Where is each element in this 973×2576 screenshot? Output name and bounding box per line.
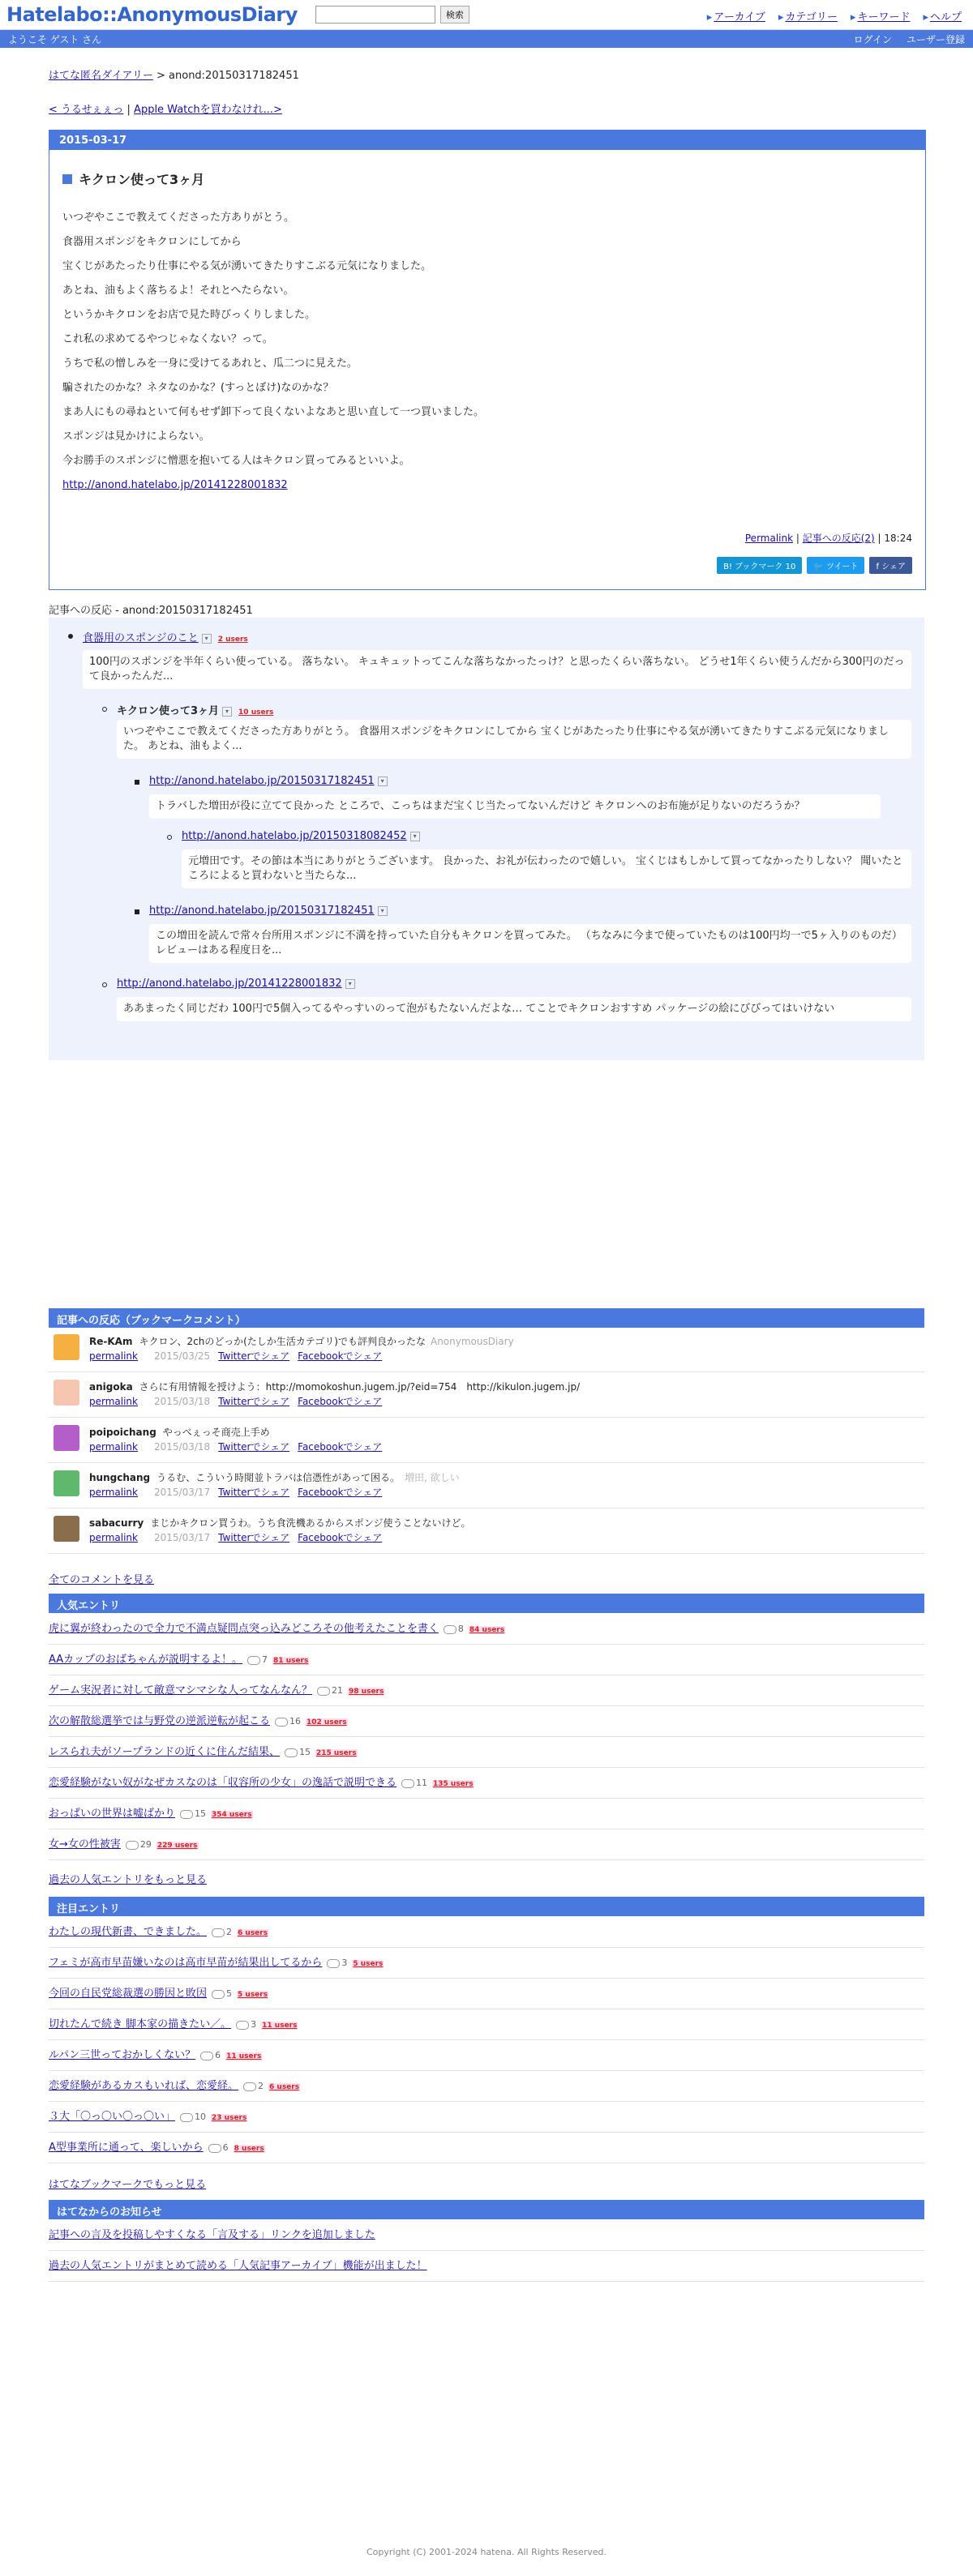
reaction-summary: 100円のスポンジを半年くらい使っている。 落ちない。 キュキュットってこんな落ちなかったっけ？と思ったくらい落ちない。 どうせ1年くらい使うんだから300円のだって良かったんだ... xyxy=(83,650,911,689)
comment-row xyxy=(49,1420,924,1463)
entry-link[interactable]: ３大「〇っ〇い〇っ〇い」 xyxy=(49,2111,176,2123)
comment-count[interactable] xyxy=(180,2112,206,2122)
welcome-text: ようこそ ゲスト さん xyxy=(8,33,102,45)
comment-permalink[interactable]: permalink xyxy=(89,1487,138,1498)
entry-link[interactable]: 恋愛経験がない奴がなぜカスなのは「収容所の少女」の逸話で説明できる xyxy=(49,1777,397,1789)
reaction-node xyxy=(149,775,388,787)
entry-line: 食器用スポンジをキクロンにしてから xyxy=(62,236,242,248)
comment-bubble-icon xyxy=(275,1718,288,1727)
prev-next-sep: | xyxy=(126,104,131,116)
nav-help[interactable]: ▸ ヘルプ xyxy=(923,8,962,24)
entry-link[interactable]: ルパン三世っておかしくない？ xyxy=(49,2049,196,2061)
comment-permalink[interactable]: permalink xyxy=(89,1396,138,1407)
popular-entry xyxy=(49,1743,924,1768)
entry-title-text: キクロン使って3ヶ月 xyxy=(79,172,205,187)
comment-twitter-share[interactable]: Twitterでシェア xyxy=(218,1396,290,1407)
comment-count[interactable] xyxy=(444,1624,464,1634)
comment-count-value: 5 xyxy=(226,1988,233,1999)
comment-date: 2015/03/17 xyxy=(154,1487,211,1498)
comment-count-value: 15 xyxy=(298,1747,311,1757)
permalink-link[interactable]: Permalink xyxy=(744,533,794,544)
reaction-title: キクロン使って3ヶ月 xyxy=(117,705,220,717)
avatar[interactable] xyxy=(54,1425,79,1451)
entry-line: というかキクロンをお店で見た時びっくりしました。 xyxy=(62,309,316,321)
users-badge[interactable]: 215 users xyxy=(315,1749,357,1757)
news-item xyxy=(49,2257,924,2282)
comment-permalink[interactable]: permalink xyxy=(89,1532,138,1543)
reaction-node xyxy=(117,978,355,990)
entry-box xyxy=(49,130,926,590)
popular-entry xyxy=(49,1804,924,1829)
user-bar xyxy=(0,30,973,48)
nav-keyword[interactable]: ▸ キーワード xyxy=(851,8,911,24)
comment-bubble-icon xyxy=(180,2113,193,2122)
comment-text: キクロン、2chのどっか(たしか生活カテゴリ)でも評判良かったな xyxy=(139,1336,426,1347)
entry-line: これ私の求めてるやつじゃなくない？って。 xyxy=(62,333,273,345)
users-badge[interactable]: 135 users xyxy=(433,1780,474,1788)
popular-entry xyxy=(49,1650,924,1675)
comment-row xyxy=(49,1375,924,1418)
comment-count-value: 6 xyxy=(215,2050,221,2060)
avatar[interactable] xyxy=(54,1516,79,1542)
entry-date: 2015-03-17 xyxy=(49,131,925,150)
news-link[interactable]: 過去の人気エントリがまとめて読める「人気記事アーカイブ」機能が出ました！ xyxy=(49,2260,427,2272)
tree-bullet xyxy=(135,909,139,914)
tree-bullet xyxy=(68,634,73,639)
reactions-tree xyxy=(49,618,924,1060)
reaction-node xyxy=(117,702,273,717)
facebook-label: シェア xyxy=(881,563,906,571)
users-badge[interactable]: 11 users xyxy=(226,2052,262,2060)
comment-count-value: 10 xyxy=(195,2112,207,2122)
comment-text: さらに有用情報を授けよう：http://momokoshun.jugem.jp/?eid=754 http://kikulon.jugem.jp/ xyxy=(139,1381,581,1393)
comment-date: 2015/03/18 xyxy=(154,1441,211,1453)
popular-more-link[interactable]: 過去の人気エントリをもっと見る xyxy=(49,1874,208,1886)
next-entry-link[interactable]: Apple Watchを買わなけれ...> xyxy=(134,104,282,116)
twitter-icon: 🐦 xyxy=(813,563,826,571)
entry-link[interactable]: A型事業所に通って、楽しいから xyxy=(49,2142,204,2154)
users-badge[interactable]: 10 users xyxy=(238,708,274,717)
comment-count-value: 21 xyxy=(332,1685,344,1696)
dropdown-icon[interactable]: ▾ xyxy=(202,634,212,644)
copyright: Copyright (C) 2001-2024 hatena. All Rights Reserved. xyxy=(366,2547,607,2557)
top-bar xyxy=(0,0,973,30)
entry-link[interactable]: 恋愛経験があるカスもいれば、恋愛経。 xyxy=(49,2080,239,2092)
avatar[interactable] xyxy=(54,1334,79,1360)
register-link[interactable]: ユーザー登録 xyxy=(906,33,965,45)
comment-bubble-icon xyxy=(208,2144,221,2153)
reaction-link[interactable]: 食器用のスポンジのこと xyxy=(83,632,199,644)
dropdown-icon[interactable]: ▾ xyxy=(378,906,388,916)
entry-time: 18:24 xyxy=(884,533,912,544)
comment-date: 2015/03/18 xyxy=(154,1396,211,1407)
reactions-link[interactable]: 記事への反応(2) xyxy=(802,533,875,544)
news-item xyxy=(49,2226,924,2251)
comment-count[interactable] xyxy=(212,1927,232,1937)
reaction-node xyxy=(182,830,420,842)
entry-line: スポンジは見かけによらない。 xyxy=(62,430,210,443)
users-badge[interactable]: 102 users xyxy=(306,1718,347,1727)
comment-bubble-icon xyxy=(401,1779,414,1788)
entry-line: いつぞやここで教えてくださった方ありがとう。 xyxy=(62,212,295,224)
comment-date: 2015/03/25 xyxy=(154,1350,211,1362)
users-badge[interactable]: 6 users xyxy=(238,1929,268,1937)
comments-heading: 記事への反応（ブックマークコメント） xyxy=(49,1308,924,1328)
entry-link[interactable]: AAカップのおばちゃんが説明するよ！。 xyxy=(49,1654,243,1666)
comment-bubble-icon xyxy=(243,2082,256,2091)
breadcrumb-id: anond:20150317182451 xyxy=(169,70,299,82)
popular-entry xyxy=(49,1835,924,1860)
entry-line: 騙されたのかな？ネタなのかな？(すっとぼけ)なのかな？ xyxy=(62,382,334,394)
popular-entry xyxy=(49,1681,924,1706)
comment-count-value: 2 xyxy=(258,2081,264,2091)
breadcrumb xyxy=(49,66,924,82)
reaction-link[interactable]: http://anond.hatelabo.jp/20141228001832 xyxy=(117,978,342,990)
attention-entry xyxy=(49,2015,924,2040)
users-badge[interactable]: 5 users xyxy=(238,1991,268,1999)
comment-row xyxy=(49,1511,924,1554)
comment-bubble-icon xyxy=(327,1959,340,1968)
popular-heading: 人気エントリ xyxy=(49,1594,924,1613)
entry-line: うちで私の憎しみを一身に受けてるあれと、瓜二つに見えた。 xyxy=(62,357,358,370)
entry-link[interactable]: 虎に翼が終わったので全力で不満点疑問点突っ込みどころその他考えたことを書く xyxy=(49,1623,439,1635)
entry-line: 宝くじがあたったり仕事にやる気が湧いてきたりすこぶる元気になりました。 xyxy=(62,260,432,272)
attention-entry xyxy=(49,2077,924,2102)
comment-bubble-icon xyxy=(180,1810,193,1819)
users-badge[interactable]: 11 users xyxy=(262,2022,298,2030)
users-badge[interactable]: 6 users xyxy=(269,2083,300,2091)
comment-bubble-icon xyxy=(126,1841,139,1850)
attention-more-link[interactable]: はてなブックマークでもっと見る xyxy=(49,2179,207,2191)
comment-user[interactable]: Re-KAm xyxy=(89,1336,133,1347)
comment-count[interactable] xyxy=(180,1808,206,1819)
search-button[interactable]: 検索 xyxy=(440,6,469,24)
comment-bubble-icon xyxy=(212,1990,225,1999)
reaction-link[interactable]: http://anond.hatelabo.jp/20150318082452 xyxy=(182,830,407,842)
attention-entry xyxy=(49,2107,924,2133)
comment-user[interactable]: poipoichang xyxy=(89,1427,156,1438)
comment-count[interactable] xyxy=(243,2081,264,2091)
reaction-summary: ああまったく同じだわ 100円で5個入ってるやっすいのって泡がもたないんだよな… てことでキクロンおすすめ パッケージの絵にびびってはいけない xyxy=(117,997,911,1021)
reaction-summary: 元増田です。その節は本当にありがとうございます。 良かった、お礼が伝わったので嬉しい。 宝くじはもしかして買ってなかったりしない？ 聞いたところによると買わないと当たらな... xyxy=(182,849,911,888)
comment-count[interactable] xyxy=(200,2050,221,2060)
comment-count[interactable] xyxy=(247,1654,268,1665)
entry-body xyxy=(62,206,912,498)
comment-count-value: 3 xyxy=(341,1958,348,1968)
tweet-button[interactable] xyxy=(807,557,864,574)
search-input[interactable] xyxy=(315,6,435,24)
tree-bullet xyxy=(135,780,139,785)
dropdown-icon[interactable]: ▾ xyxy=(378,777,388,786)
entry-link[interactable]: おっぱいの世界は嘘ばかり xyxy=(49,1808,176,1820)
prev-next-nav xyxy=(49,101,924,116)
entry-line: まあ人にもの尋ねといて何もせず卸下って良くないよなあと思い直して一つ買いました。 xyxy=(62,406,485,418)
comment-text: やっべぇっそ商売上手め xyxy=(162,1427,270,1438)
comment-bubble-icon xyxy=(285,1748,298,1757)
popular-entry xyxy=(49,1620,924,1645)
reaction-summary: トラバした増田が役に立てて良かった ところで、こっちはまだ宝くじ当たってないんだけど キクロンへのお布施が足りないのだろうか？ xyxy=(149,794,881,819)
attention-heading: 注目エントリ xyxy=(49,1897,924,1916)
reaction-summary: いつぞやここで教えてくださった方ありがとう。 食器用スポンジをキクロンにしてから 宝くじがあたったり仕事にやる気が湧いてきたりすこぶる元気になりました。 あとね、油もよく... xyxy=(117,720,911,759)
users-badge[interactable]: 84 users xyxy=(469,1626,505,1634)
comment-bubble-icon xyxy=(317,1687,330,1696)
comment-facebook-share[interactable]: Facebookでシェア xyxy=(298,1350,383,1362)
dropdown-icon[interactable]: ▾ xyxy=(222,707,232,717)
entry-link[interactable]: 切れたんで続き 脚本家の描きたい／。 xyxy=(49,2018,232,2030)
comment-row xyxy=(49,1329,924,1372)
comment-text: まじかキクロン買うわ。うち食洗機あるからスポンジ使うことないけど。 xyxy=(150,1517,471,1529)
attention-entry xyxy=(49,1953,924,1979)
comment-text: うるむ、こういう時閲並トラバは信憑性があって困る。 xyxy=(156,1472,400,1483)
entry-line: 今お勝手のスポンジに憎悪を抱いてる人はキクロン買ってみるといいよ。 xyxy=(62,455,410,467)
comment-facebook-share[interactable]: Facebookでシェア xyxy=(298,1532,383,1543)
tree-bullet xyxy=(102,982,107,987)
reaction-link[interactable]: http://anond.hatelabo.jp/20150317182451 xyxy=(149,775,375,787)
breadcrumb-home[interactable]: はてな匿名ダイアリー xyxy=(49,70,153,82)
entry-link[interactable]: 女→女の性被害 xyxy=(49,1838,121,1851)
comment-bubble-icon xyxy=(444,1625,456,1634)
facebook-share-button[interactable] xyxy=(869,557,912,574)
comment-tag[interactable]: 増田, 欲しい xyxy=(405,1472,460,1483)
comment-count-value: 16 xyxy=(289,1716,302,1727)
news-heading: はてなからのお知らせ xyxy=(49,2200,924,2219)
tweet-label: ツイート xyxy=(825,563,859,571)
tree-bullet xyxy=(102,707,107,712)
avatar[interactable] xyxy=(54,1470,79,1496)
comment-date: 2015/03/17 xyxy=(154,1532,211,1543)
users-badge[interactable]: 23 users xyxy=(212,2114,247,2122)
comment-count-value: 7 xyxy=(262,1654,268,1665)
attention-entry xyxy=(49,1984,924,2009)
comment-user[interactable]: anigoka xyxy=(89,1381,133,1393)
users-badge[interactable]: 8 users xyxy=(234,2145,264,2153)
comment-count-value: 6 xyxy=(222,2142,229,2153)
comment-count[interactable] xyxy=(236,2019,256,2030)
comment-count-value: 3 xyxy=(251,2019,257,2030)
comment-count-value: 11 xyxy=(416,1778,428,1788)
news-link[interactable]: 記事への言及を投稿しやすくなる「言及する」リンクを追加しました xyxy=(49,2229,375,2241)
users-badge[interactable]: 354 users xyxy=(212,1811,252,1819)
comment-count-value: 29 xyxy=(139,1839,152,1850)
facebook-icon: f xyxy=(876,563,882,571)
comment-count[interactable] xyxy=(401,1778,427,1788)
reaction-node xyxy=(149,905,388,917)
site-logo[interactable]: Hatelabo::AnonymousDiary xyxy=(6,3,298,26)
entry-link[interactable]: わたしの現代新書、できました。 xyxy=(49,1926,208,1938)
users-badge[interactable]: 229 users xyxy=(156,1842,198,1850)
entry-line: あとね、油もよく落ちるよ！それとへたらない。 xyxy=(62,285,294,297)
users-badge[interactable]: 5 users xyxy=(353,1960,384,1968)
reactions-heading: 記事への反応 - anond:20150317182451 xyxy=(49,601,924,619)
users-badge[interactable]: 98 users xyxy=(349,1688,384,1696)
comment-user[interactable]: sabacurry xyxy=(89,1517,144,1529)
users-badge[interactable]: 81 users xyxy=(273,1657,309,1665)
nav-archive[interactable]: ▸ アーカイブ xyxy=(707,8,765,24)
comment-twitter-share[interactable]: Twitterでシェア xyxy=(218,1350,290,1362)
entry-meta: Permalink | 記事への反応(2) | 18:24 xyxy=(744,533,912,544)
comment-user[interactable]: hungchang xyxy=(89,1472,151,1483)
nav-category[interactable]: ▸ カテゴリー xyxy=(778,8,838,24)
entry-link[interactable]: 次の解散総選挙では与野党の逆派逆転が起こる xyxy=(49,1715,271,1727)
dropdown-icon[interactable]: ▾ xyxy=(345,979,355,989)
comment-count[interactable] xyxy=(285,1747,311,1757)
comment-count[interactable] xyxy=(317,1685,343,1696)
comment-count[interactable] xyxy=(126,1839,152,1850)
entry-link[interactable]: 今回の自民党総裁選の勝因と敗因 xyxy=(49,1988,208,2000)
comment-count[interactable] xyxy=(208,2142,229,2153)
reaction-link[interactable]: http://anond.hatelabo.jp/20150317182451 xyxy=(149,905,375,917)
avatar[interactable] xyxy=(54,1380,79,1406)
comment-bubble-icon xyxy=(212,1928,225,1937)
popular-entry xyxy=(49,1774,924,1799)
reaction-node xyxy=(83,629,248,644)
all-comments-link[interactable]: 全てのコメントを見る xyxy=(49,1574,155,1586)
comment-facebook-share[interactable]: Facebookでシェア xyxy=(298,1396,383,1407)
prev-entry-link[interactable]: < うるせぇぇっ xyxy=(49,104,124,116)
hatena-bookmark-button[interactable]: B! ブックマーク 10 xyxy=(717,557,802,574)
entry-link[interactable]: レスられ夫がソープランドの近くに住んだ結果、 xyxy=(49,1746,280,1758)
comment-tag[interactable]: AnonymousDiary xyxy=(430,1336,514,1347)
comment-count-value: 2 xyxy=(226,1927,233,1937)
comment-count[interactable] xyxy=(327,1958,347,1968)
comment-permalink[interactable]: permalink xyxy=(89,1441,138,1453)
comment-count[interactable] xyxy=(275,1716,301,1727)
comment-twitter-share[interactable]: Twitterでシェア xyxy=(218,1441,290,1453)
comment-permalink[interactable]: permalink xyxy=(89,1350,138,1362)
share-buttons xyxy=(717,557,912,574)
comment-facebook-share[interactable]: Facebookでシェア xyxy=(298,1487,383,1498)
comment-bubble-icon xyxy=(200,2052,213,2060)
comment-count[interactable] xyxy=(212,1988,232,1999)
attention-entry xyxy=(49,1923,924,1948)
attention-entry xyxy=(49,2046,924,2071)
comment-bubble-icon xyxy=(236,2021,249,2030)
entry-link[interactable]: フェミが高市早苗嫌いなのは高市早苗が結果出してるから xyxy=(49,1957,323,1969)
comment-twitter-share[interactable]: Twitterでシェア xyxy=(218,1487,290,1498)
comment-row xyxy=(49,1466,924,1508)
comment-facebook-share[interactable]: Facebookでシェア xyxy=(298,1441,383,1453)
dropdown-icon[interactable]: ▾ xyxy=(410,832,420,841)
entry-link[interactable]: http://anond.hatelabo.jp/20141228001832 xyxy=(62,479,288,491)
entry-link[interactable]: ゲーム実況者に対して敵意マシマシな人ってなんなん？ xyxy=(49,1684,313,1697)
comment-twitter-share[interactable]: Twitterでシェア xyxy=(218,1532,290,1543)
top-nav xyxy=(707,8,962,24)
attention-entry xyxy=(49,2138,924,2163)
tree-bullet xyxy=(167,835,172,840)
comment-count-value: 15 xyxy=(195,1808,207,1819)
login-link[interactable]: ログイン xyxy=(853,33,892,45)
popular-entry xyxy=(49,1712,924,1737)
users-badge[interactable]: 2 users xyxy=(217,635,248,644)
title-square-icon xyxy=(62,174,72,184)
search-form xyxy=(315,6,469,24)
reaction-summary: この増田を読んで常々台所用スポンジに不満を持っていた自分もキクロンを買ってみた。 （ちなみに今まで使っていたものは100円均一で5ヶ入りのものだ） レビューはある程度日を... xyxy=(149,924,911,963)
comment-count-value: 8 xyxy=(457,1624,464,1634)
comment-bubble-icon xyxy=(247,1656,260,1665)
breadcrumb-sep: > xyxy=(156,70,165,82)
entry-title xyxy=(62,169,912,188)
